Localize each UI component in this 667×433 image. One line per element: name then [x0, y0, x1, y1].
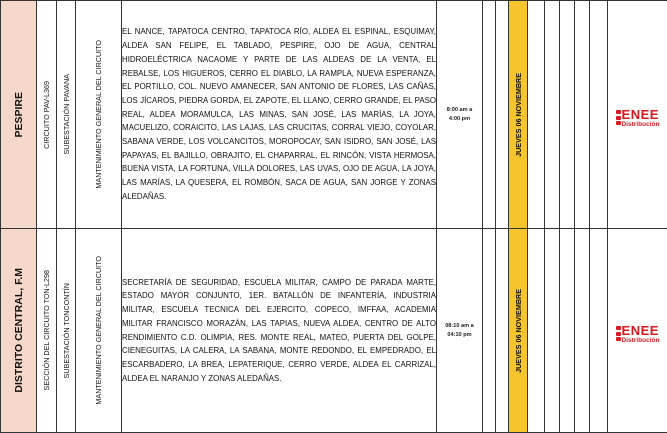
empty-cell: [590, 1, 608, 229]
maintenance-cell: [76, 1, 122, 229]
empty-cell: [560, 229, 575, 433]
logo-cell: [608, 1, 667, 229]
region-name: PESPIRE: [13, 92, 25, 138]
enee-logo-icon: [616, 108, 660, 128]
table-row: [1, 1, 667, 229]
circuit-name: CIRCUITO PAV-L369: [42, 81, 51, 149]
empty-cell: [483, 1, 496, 229]
empty-cell: [496, 1, 509, 229]
region-cell: [1, 1, 37, 229]
maintenance-type: MANTENIMIENTO GENERAL DEL CIRCUITO: [94, 40, 103, 189]
time-end: 4:00 pm: [437, 115, 482, 124]
logo-name: ENEE: [622, 324, 659, 337]
schedule-time: [437, 1, 483, 229]
substation-name: SUBESTACIÓN PAVANA: [62, 74, 71, 155]
empty-cell: [528, 1, 545, 229]
substation-cell: [57, 1, 76, 229]
logo-mark: [616, 110, 621, 125]
maintenance-type: MANTENIMIENTO GENERAL DEL CIRCUITO: [94, 256, 103, 405]
logo-mark: [616, 326, 621, 341]
logo-cell: [608, 229, 667, 433]
empty-cell: [575, 229, 590, 433]
region-cell: [1, 229, 37, 433]
empty-cell: [483, 229, 496, 433]
circuit-cell: [37, 1, 57, 229]
circuit-name: SECCIÓN DEL CIRCUITO TON-L298: [42, 270, 51, 390]
region-name: DISTRITO CENTRAL, F.M: [13, 268, 25, 393]
maintenance-cell: [76, 229, 122, 433]
day-cell: [509, 229, 528, 433]
affected-areas: SECRETARÍA DE SEGURIDAD, ESCUELA MILITAR, CAMPO DE PARADA MARTE, ESTADO MAYOR CONJUNTO, 1ER. BATALLÓN DE INFANTERÍA, INDUSTRIA MILITAR, ESCUELA TECNICA DEL EJERCITO, COPECO, IMFFAA, ACADEMIA MILITAR FRANCISCO MORAZÁN, LAS TAPIAS, NUEVA ALDEA, CENTRO DE ALTO RENDIMIENTO C.D. OLIMPIA, RES. MONTE REAL, MATEO, PUERTA DEL GOLPE, CIENEGUITAS, LA CALERA, LA SABANA, MONTE REDONDO, EL EMPEDRADO, EL ESCARBADERO, LA BREA, LEPATERIQUE, CERRO VERDE, ALDEA EL CARRIZAL, ALDEA EL NARANJO Y ZONAS ALEDAÑAS.: [122, 229, 437, 433]
day-label: JUEVES 06 NOVIEMBRE: [514, 289, 523, 373]
time-start: 8:00 am a: [437, 106, 482, 115]
empty-cell: [528, 229, 545, 433]
empty-cell: [496, 229, 509, 433]
empty-cell: [590, 229, 608, 433]
empty-cell: [545, 1, 560, 229]
logo-subtitle: Distribución: [622, 121, 660, 128]
schedule-time: [437, 229, 483, 433]
day-label: JUEVES 06 NOVIEMBRE: [514, 73, 523, 157]
day-cell: [509, 1, 528, 229]
time-end: 04:10 pm: [437, 331, 482, 340]
logo-name: ENEE: [622, 108, 659, 121]
substation-name: SUBESTACIÓN TONCONTÍN: [62, 283, 71, 378]
affected-areas: EL NANCE, TAPATOCA CENTRO, TAPATOCA RÍO, ALDEA EL ESPINAL, ESQUIMAY, ALDEA SAN FELIPE, EL TABLADO, PESPIRE, OJO DE AGUA, CENTRAL HIDROELÉCTRICA NACAOME Y PARTE DE LAS ALDEAS DE LA VENTA, EL REBALSE, LOS HIGUEROS, CERRO EL DIABLO, LA RAMPLA, NUEVA ESPERANZA, EL PORTILLO, COL. NUEVO AMANECER, SAN ANTONIO DE FLORES, LAS CAÑAS, LOS JÍCAROS, PIEDRA GORDA, EL ZAPOTE, EL LLANO, CERRO GRANDE, EL PASO REAL, ALDEA MORAMULCA, LAS MINAS, SAN JOSÉ, LAS MARÍAS, LA JOYA, MACUELIZO, CORAICITO, LAS LAJAS, LAS CRUCITAS, CORRAL VIEJO, COYOLAR, SABANA VERDE, LOS VOLCANCITOS, MOROPOCAY, SAN ISIDRO, SAN JOSÉ, LAS PAPAYAS, EL BAJILLO, OBRAJITO, EL CHAPARRAL, EL RINCÓN, VISTA HERMOSA, BUENA VISTA, LA FORTUNA, VILLA DOLORES, LAS UVAS, OJO DE AGUA, LA JOYA, LAS MARÍAS, LA QUESERA, EL ROMBÓN, SACA DE AGUA, SAN JORGE Y ZONAS ALEDAÑAS.: [122, 1, 437, 229]
substation-cell: [57, 229, 76, 433]
logo-subtitle: Distribución: [622, 337, 660, 344]
empty-cell: [560, 1, 575, 229]
enee-logo-icon: [616, 324, 660, 344]
time-start: 08:10 am a: [437, 322, 482, 331]
table-row: [1, 229, 667, 433]
empty-cell: [545, 229, 560, 433]
circuit-cell: [37, 229, 57, 433]
empty-cell: [575, 1, 590, 229]
